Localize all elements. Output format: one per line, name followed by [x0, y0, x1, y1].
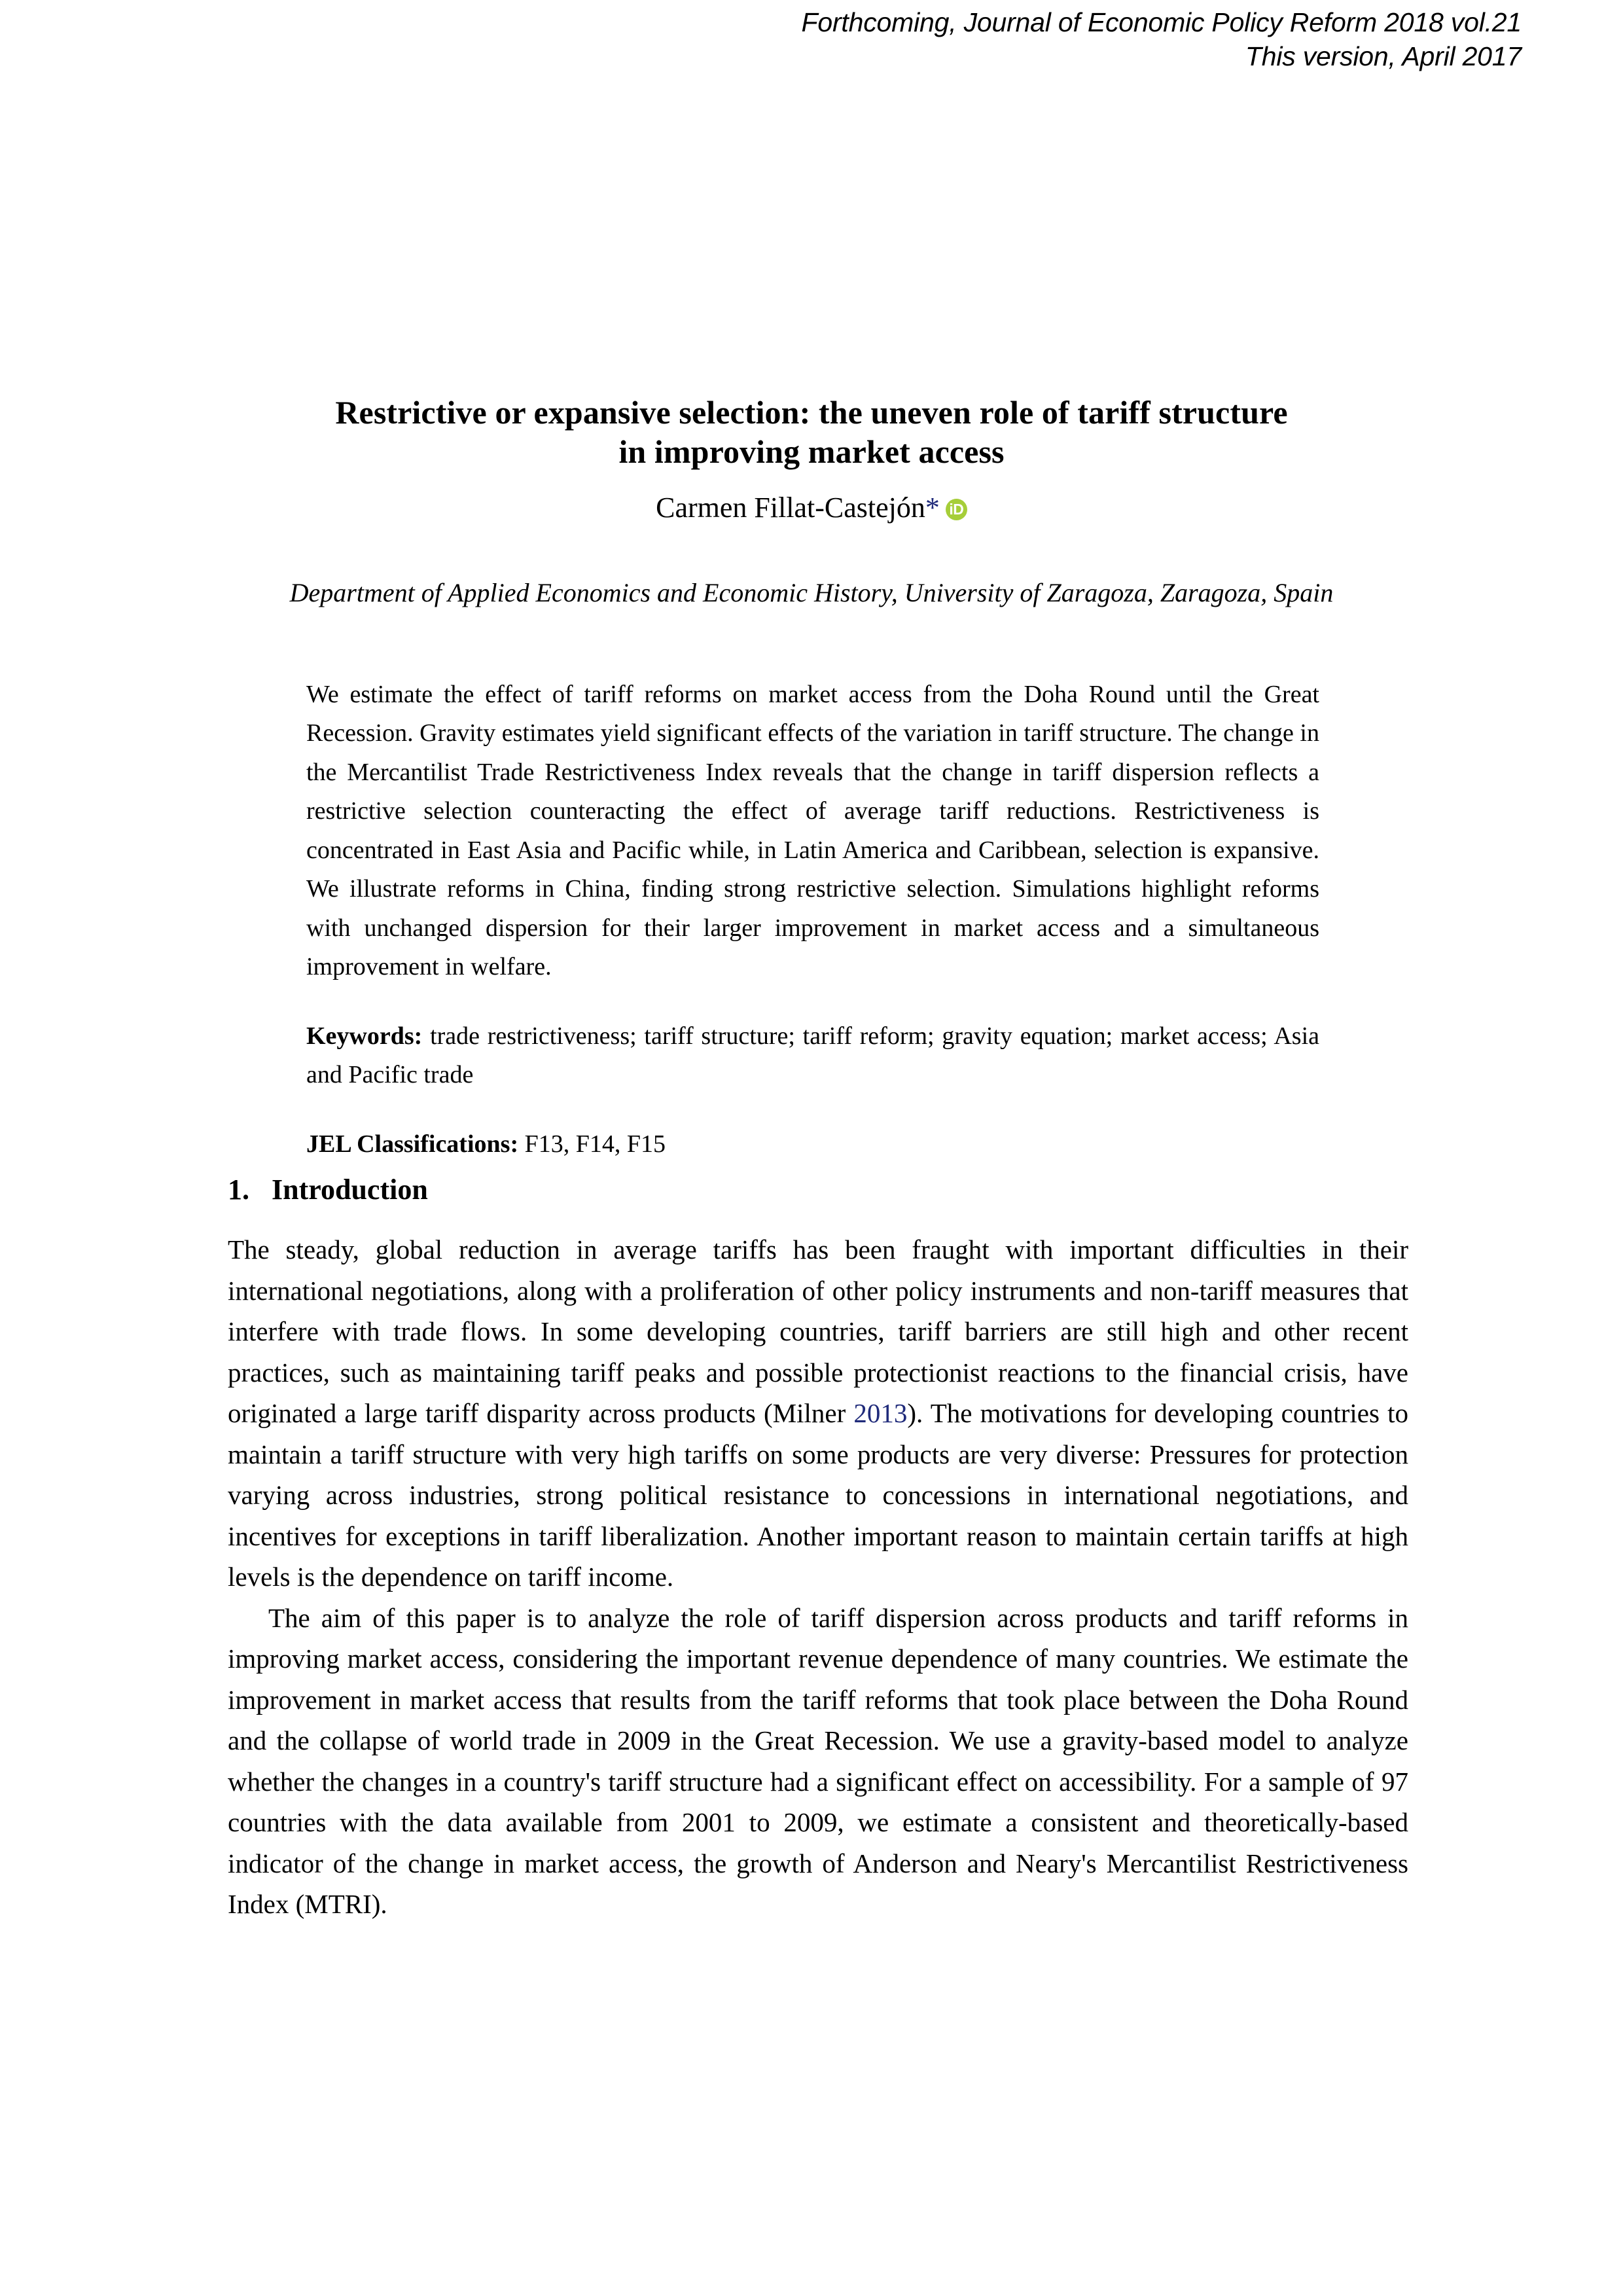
title-line-1: Restrictive or expansive selection: the uneven role of tariff structure — [335, 394, 1288, 431]
author-name: Carmen Fillat-Castejón — [656, 492, 925, 524]
abstract-text: We estimate the effect of tariff reforms on market access from the Doha Round until the Great Recession. Gravity estimates yield significant effects of the variation in tariff structure. The change in the Mercantilist Trade Restrictiveness Index reveals that the change in tariff dispersion reflects a restrictive selection counteracting the effect of average tariff reductions. Restrictiveness is concentrated in East Asia and Pacific while, in Latin America and Caribbean, selection is expansive. We illustrate reforms in China, finding strong restrictive selection. Simulations highlight reforms with unchanged dispersion for their larger improvement in market access and a simultaneous improvement in welfare. — [306, 681, 1319, 981]
header-journal-line: Forthcoming, Journal of Economic Policy Reform 2018 vol.21 — [801, 7, 1522, 37]
running-header — [409, 5, 1522, 74]
header-version-line: This version, April 2017 — [1245, 41, 1522, 72]
section-title: Introduction — [272, 1174, 428, 1206]
body-text-block — [228, 1229, 1408, 1925]
jel-classifications-line — [306, 1125, 1319, 1164]
keywords-label: Keywords: — [306, 1022, 423, 1050]
affiliation-line-2: Spain — [1274, 578, 1334, 607]
section-number: 1. — [228, 1174, 249, 1206]
section-heading-introduction — [228, 1173, 428, 1208]
keywords-value: trade restrictiveness; tariff structure; tariff reform; gravity equation; market access; Asia and Pacific trade — [306, 1022, 1320, 1089]
title-line-2: in improving market access — [618, 433, 1005, 470]
body-paragraph-1 — [228, 1229, 1408, 1598]
title-block — [223, 393, 1400, 526]
page-title — [223, 393, 1400, 471]
jel-value: F13, F14, F15 — [524, 1130, 666, 1158]
orcid-id-icon[interactable]: iD — [946, 499, 967, 520]
paragraph-1-text-after-citation: ). The motivations for developing countries to maintain a tariff structure with very high tariffs on some products are very diverse: Pressures for protection varying across industries, strong political resistance to concessions in international negotiations, and incentives for exceptions in tariff liberalization. Another important reason to maintain certain tariffs at high levels is the dependence on tariff income. — [228, 1398, 1408, 1592]
body-paragraph-2: The aim of this paper is to analyze the role of tariff dispersion across products and tariff reforms in improving market access, considering the important revenue dependence of many countries. We estimate the improvement in market access that results from the tariff reforms that took place between the Doha Round and the collapse of world trade in 2009 in the Great Recession. We use a gravity-based model to analyze whether the changes in a country's tariff structure had a significant effect on accessibility. For a sample of 97 countries with the data available from 2001 to 2009, we estimate a consistent and theoretically-based indicator of the change in market access, the growth of Anderson and Neary's Mercantilist Restrictiveness Index (MTRI). — [228, 1602, 1408, 1920]
paragraph-1-text-before-citation: The steady, global reduction in average tariffs has been fraught with important difficulties in their international negotiations, along with a proliferation of other policy instruments and non-tariff measures that interfere with trade flows. In some developing countries, tariff barriers are still high and other recent practices, such as maintaining tariff peaks and possible protectionist reactions to the financial crisis, have originated a large tariff disparity across products (Milner — [228, 1234, 1408, 1429]
affiliation-line-1: Department of Applied Economics and Economic History, University of Zaragoza, Zaragoza, — [289, 578, 1268, 607]
abstract-block — [306, 675, 1319, 1164]
corresponding-author-marker: * — [925, 492, 940, 524]
jel-label: JEL Classifications: — [306, 1130, 519, 1158]
author-affiliation — [242, 576, 1381, 611]
keywords-line — [306, 1017, 1319, 1095]
author-line — [223, 491, 1400, 526]
citation-link-milner-2013[interactable]: 2013 — [853, 1398, 908, 1429]
